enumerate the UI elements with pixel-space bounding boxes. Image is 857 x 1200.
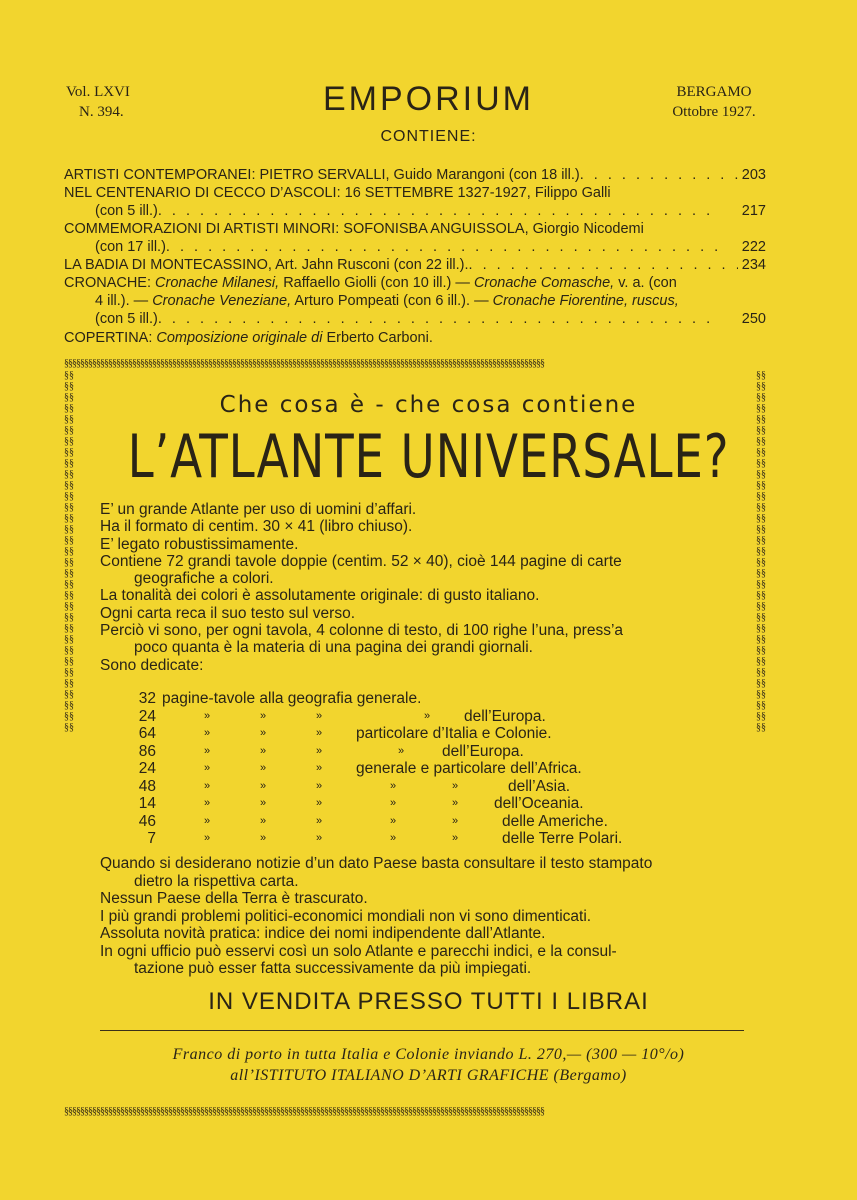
toc-page: 203	[741, 167, 766, 183]
border-right: §§§§§§§§§§§§§§§§§§§§§§§§§§§§§§§§§§§§§§§§§§§§§§§§§§§§§§§§§§§§§§§§§§	[756, 370, 766, 733]
ad-details: Quando si desiderano notizie d’un dato Paese basta consultare il testo stampato dietro la rispettiva carta. Nessun Paese della Terra è trascurato. I più grandi problemi politici-economici mondiali non vi sono dimenticati. Assoluta novità pratica: indice dei nomi indipendente dall’Atlante. In ogni ufficio può esservi così un solo Atlante e parecchi indici, e la consul- tazione può esser fatta successivamente da più impiegati.	[100, 855, 653, 977]
toc-page: 217	[741, 203, 766, 219]
issue-date: Ottobre 1927.	[672, 104, 756, 120]
divider	[100, 1030, 744, 1031]
place-date	[658, 82, 770, 122]
toc-entry-title: COMMEMORAZIONI DI ARTISTI MINORI: SOFONISBA ANGUISSOLA, Giorgio Nicodemi	[64, 221, 644, 237]
border-bottom: §§§§§§§§§§§§§§§§§§§§§§§§§§§§§§§§§§§§§§§§§§§§§§§§§§§§§§§§§§§§§§§§§§§§§§§§§§§§§§§§§§§§§§§§§§§§§§§§§§§§§§§§§§§§§§§§§§§§§§§§	[64, 1106, 544, 1117]
toc-page: 250	[741, 311, 766, 327]
toc-entry	[64, 184, 766, 220]
border-top: §§§§§§§§§§§§§§§§§§§§§§§§§§§§§§§§§§§§§§§§§§§§§§§§§§§§§§§§§§§§§§§§§§§§§§§§§§§§§§§§§§§§§§§§§§§§§§§§§§§§§§§§§§§§§§§§§§§§§§§§	[64, 358, 544, 369]
shipping-info: Franco di porto in tutta Italia e Colonie inviando L. 270,— (300 — 10°/o) all’ISTITUTO ITALIANO D’ARTI GRAFICHE (Bergamo)	[172, 1046, 685, 1084]
toc-entry-title: NEL CENTENARIO DI CECCO D’ASCOLI: 16 SETTEMBRE 1327-1927, Filippo Galli	[64, 185, 611, 201]
issue-number: N. 394.	[79, 104, 124, 120]
toc-entry	[64, 166, 766, 184]
sales-notice: IN VENDITA PRESSO TUTTI I LIBRAI	[208, 988, 649, 1015]
ad-subtitle: Che cosa è - che cosa contiene	[219, 392, 638, 418]
contents-heading: CONTIENE:	[380, 128, 477, 145]
toc-entry	[64, 220, 766, 256]
toc-entry	[64, 256, 766, 274]
magazine-title: EMPORIUM	[323, 80, 534, 118]
border-left: §§§§§§§§§§§§§§§§§§§§§§§§§§§§§§§§§§§§§§§§§§§§§§§§§§§§§§§§§§§§§§§§§§	[64, 370, 74, 733]
ad-title: L’ATLANTE UNIVERSALE?	[127, 422, 730, 492]
toc-entry-extra: (con 5 ill.)	[95, 203, 158, 219]
ad-description: E’ un grande Atlante per uso di uomini d’affari. Ha il formato di centim. 30 × 41 (libro chiuso). E’ legato robustissimamente. Contiene 72 grandi tavole doppie (centim. 52 × 40), cioè 144 pagine di carte geografiche a colori. La tonalità dei colori è assolutamente originale: di gusto italiano. Ogni carta reca il suo testo sul verso. Perciò vi sono, per ogni tavola, 4 colonne di testo, di 100 righe l’una, press’a poco quanta è la materia di una pagina dei grandi giornali. Sono dedicate:	[100, 501, 624, 674]
toc-entry-extra: (con 17 ill.)	[95, 239, 166, 255]
city: BERGAMO	[676, 84, 752, 100]
table-of-contents	[64, 166, 766, 347]
toc-entry-cronache: CRONACHE: Cronache Milanesi, Raffaello Giolli (con 10 ill.) — Cronache Comasche, v. a. (con 4 ill.). — Cronache Veneziane, Arturo Pompeati (con 6 ill.). — Cronache Fiorentine, ruscus, (con 5 ill.) . . 250	[64, 274, 766, 328]
volume-number: Vol. LXVI	[66, 84, 130, 100]
toc-page: 222	[741, 239, 766, 255]
toc-entry-cover: COPERTINA: Composizione originale di Erberto Carboni.	[64, 330, 433, 346]
toc-entry-title: ARTISTI CONTEMPORANEI: PIETRO SERVALLI, Guido Marangoni (con 18 ill.)	[64, 167, 580, 183]
toc-page: 234	[741, 257, 766, 273]
toc-entry-title: LA BADIA DI MONTECASSINO, Art. Jahn Rusconi (con 22 ill.).	[64, 257, 469, 273]
